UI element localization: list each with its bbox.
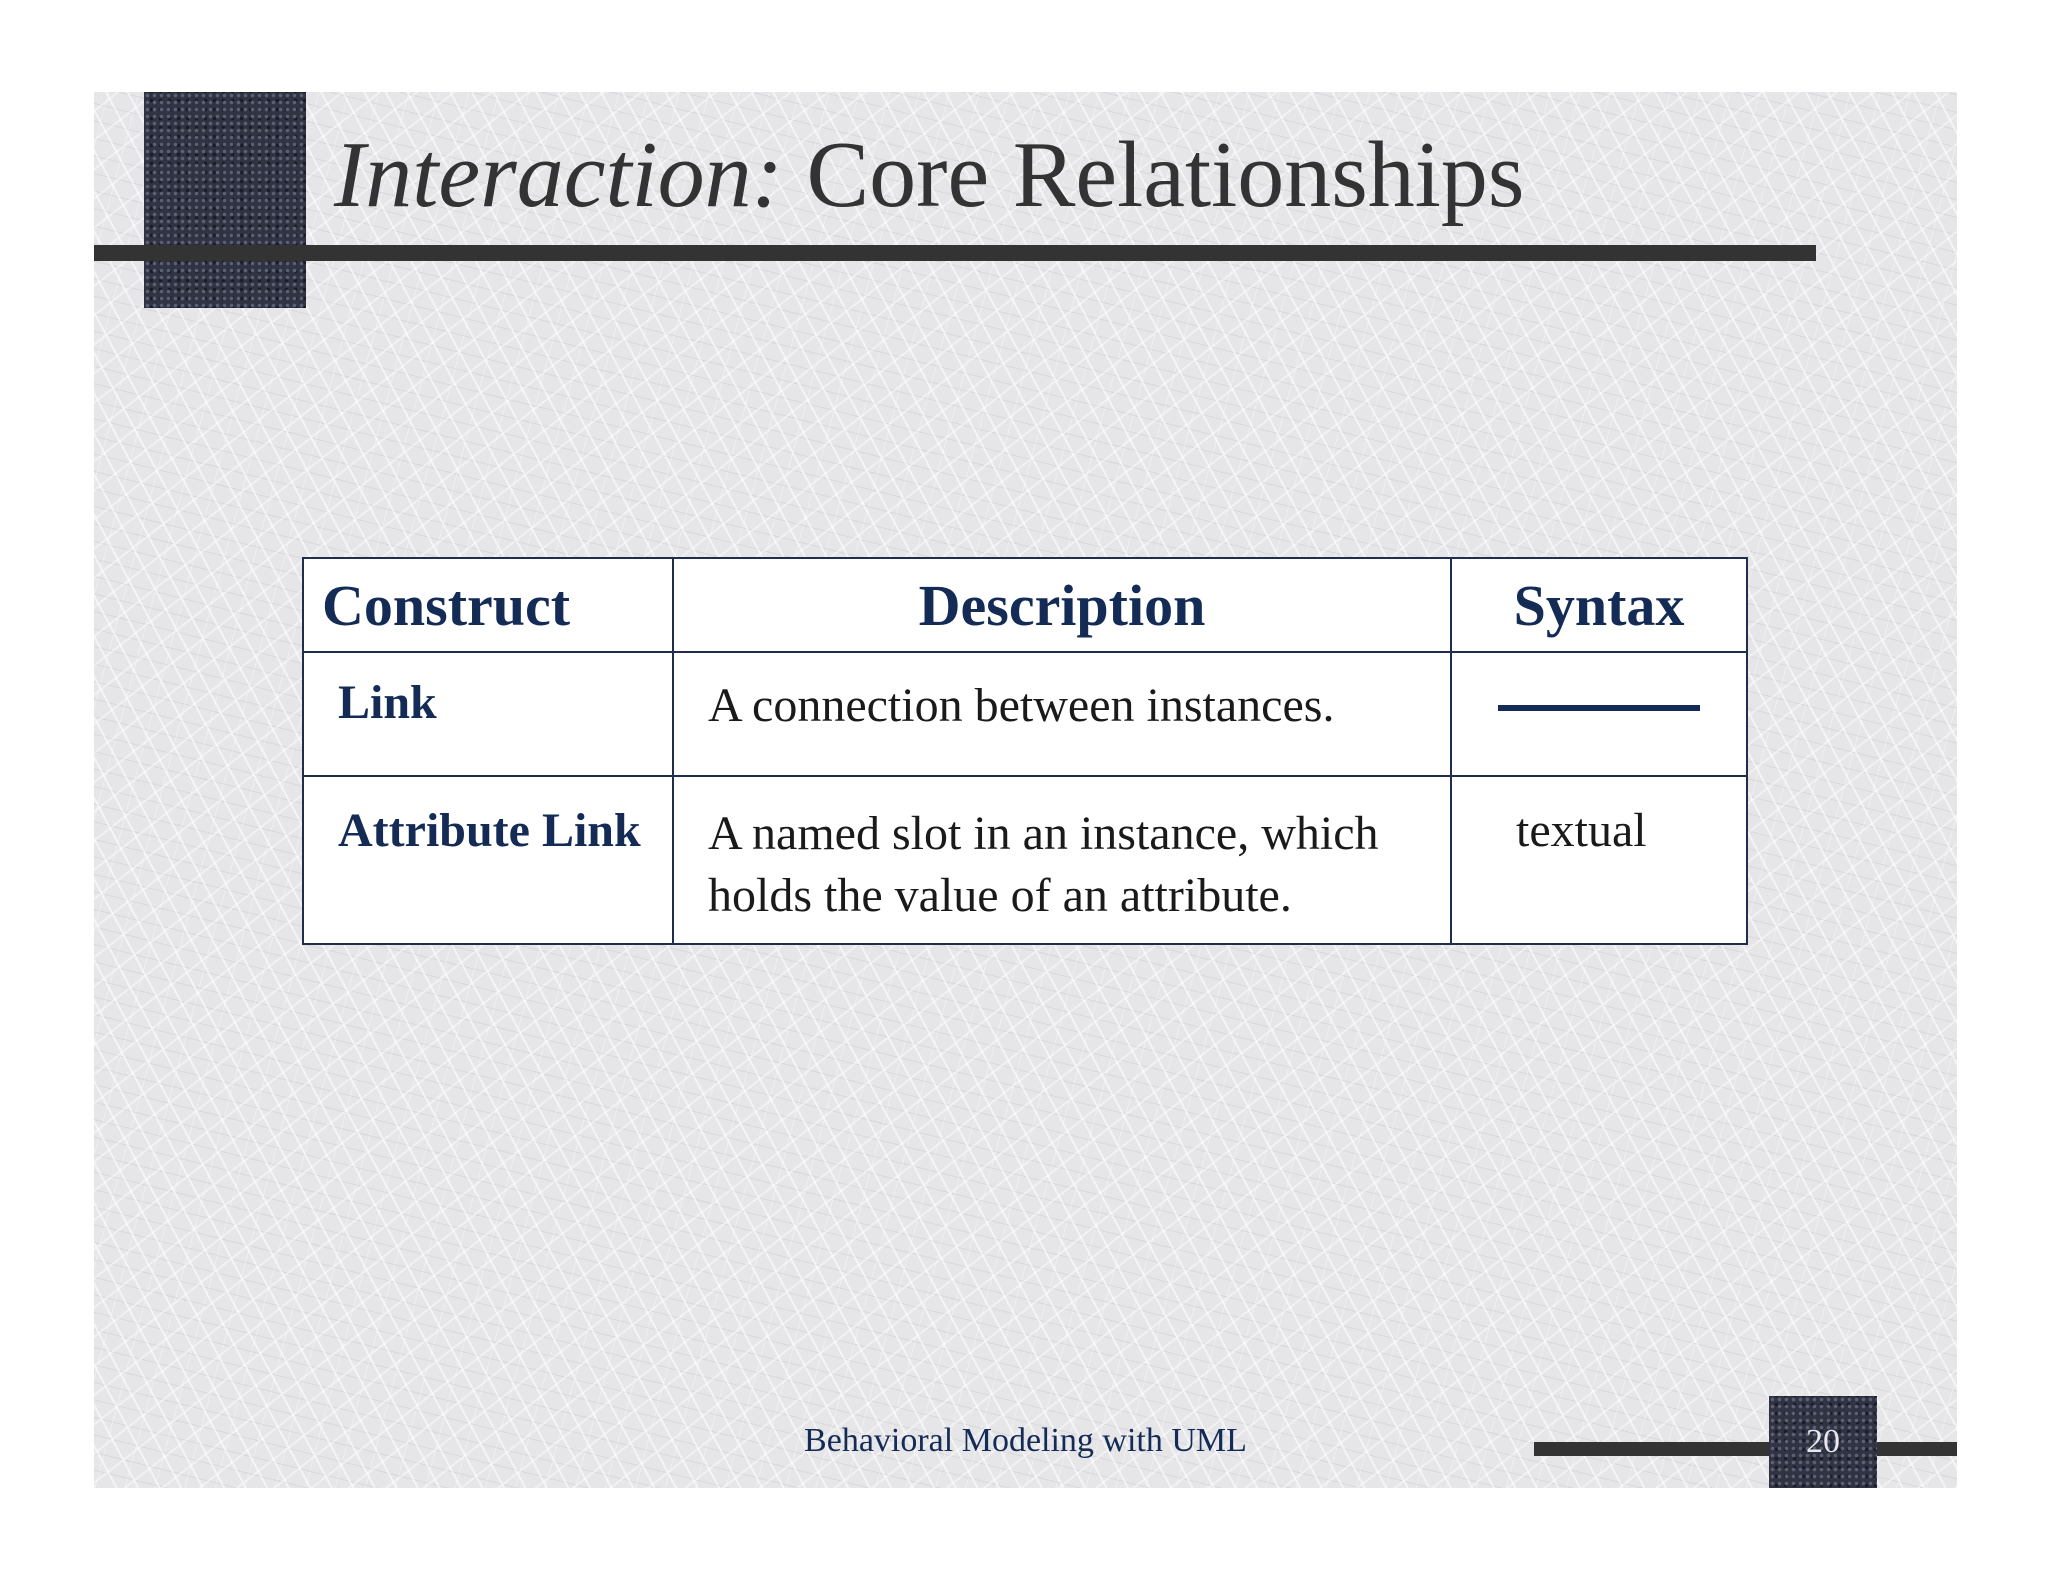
header-construct: Construct [303,558,673,652]
footer-bar [1534,1442,1957,1456]
table-row [303,652,1747,776]
title-decoration-block [144,92,306,308]
table-header-row [303,558,1747,652]
relationships-table-wrapper [302,557,1748,945]
title-italic-part: Interaction: [334,123,783,227]
syntax-cell [1451,652,1747,776]
title-underline-bar [94,245,1816,261]
solid-line-icon [1498,705,1700,711]
table-row [303,776,1747,944]
construct-cell: Link [303,652,673,776]
description-cell: A connection between instances. [673,652,1451,776]
slide [94,92,1957,1488]
syntax-cell: textual [1451,776,1747,944]
header-syntax: Syntax [1451,558,1747,652]
page-number: 20 [1769,1396,1877,1488]
footer-title: Behavioral Modeling with UML [804,1422,1247,1459]
description-cell: A named slot in an instance, which holds the value of an attribute. [673,776,1451,944]
construct-cell: Attribute Link [303,776,673,944]
header-description: Description [673,558,1451,652]
slide-title [334,120,1524,230]
title-main-part: Core Relationships [806,123,1525,227]
relationships-table [302,557,1748,945]
